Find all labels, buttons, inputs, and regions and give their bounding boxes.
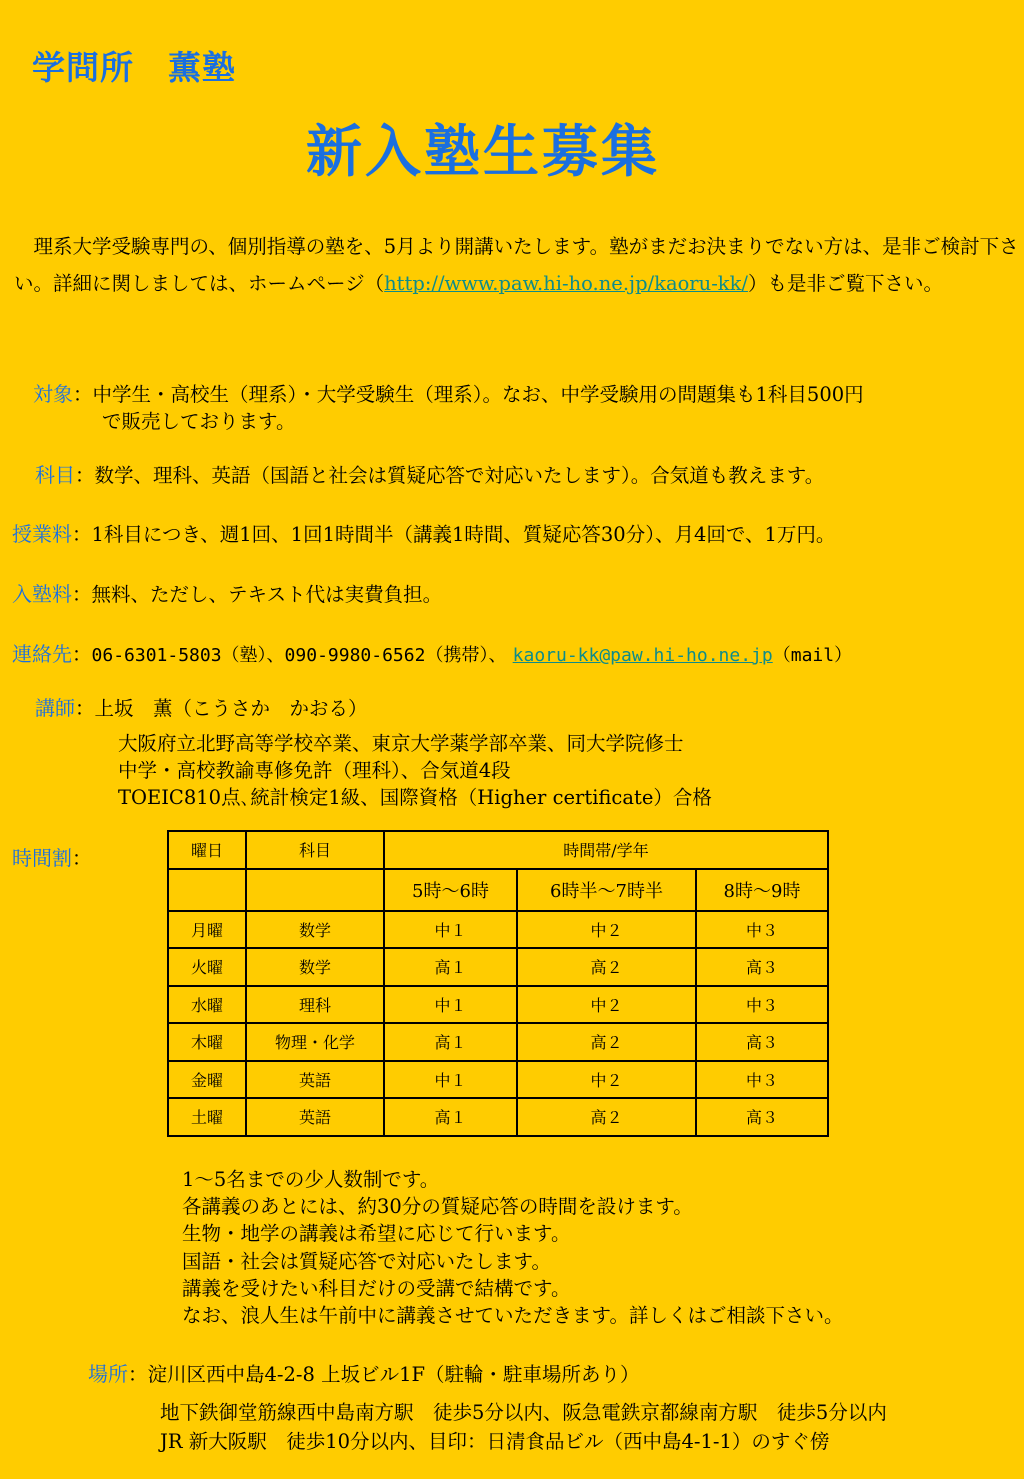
timetable-label: 時間割 bbox=[12, 846, 72, 870]
day-cell: 月曜 bbox=[168, 911, 246, 949]
grade-cell: 中２ bbox=[517, 911, 696, 949]
table-row bbox=[168, 1098, 828, 1136]
contact-email-link[interactable]: kaoru-kk@paw.hi-ho.ne.jp bbox=[512, 645, 773, 666]
entrance-fee-section: 入塾料：無料、ただし、テキスト代は実費負担。 bbox=[12, 582, 443, 606]
grade-cell: 中１ bbox=[384, 911, 517, 949]
day-cell: 土曜 bbox=[168, 1098, 246, 1136]
contact-label: 連絡先 bbox=[12, 642, 72, 666]
location-access bbox=[160, 1398, 887, 1456]
note-item: 各講義のあとには、約30分の質疑応答の時間を設けます。 bbox=[182, 1195, 693, 1219]
school-name: 学問所 薫塾 bbox=[32, 48, 236, 87]
table-row bbox=[168, 986, 828, 1024]
table-row bbox=[168, 948, 828, 986]
location-label: 場所 bbox=[88, 1362, 128, 1386]
note-item: 講義を受けたい科目だけの受講で結構です。 bbox=[182, 1276, 571, 1300]
notes-list bbox=[182, 1166, 843, 1329]
grade-cell: 中１ bbox=[384, 1061, 517, 1099]
target-label: 対象 bbox=[33, 382, 73, 406]
table-row bbox=[168, 1023, 828, 1061]
grade-cell: 高３ bbox=[696, 1098, 828, 1136]
note-item: なお、浪人生は午前中に講義させていただきます。詳しくはご相談下さい。 bbox=[182, 1304, 844, 1328]
credential-line: 大阪府立北野高等学校卒業、東京大学薬学部卒業、同大学院修士 bbox=[118, 732, 684, 755]
grade-cell: 中３ bbox=[696, 986, 828, 1024]
subjects-text: 数学、理科、英語（国語と社会は質疑応答で対応いたします）。合気道も教えます。 bbox=[94, 464, 825, 487]
credential-line: 中学・高校教諭専修免許（理科）、合気道4段 bbox=[118, 759, 511, 782]
target-text-line2: で販売しております。 bbox=[102, 410, 296, 433]
contact-mail-suffix: （mail） bbox=[772, 645, 853, 666]
grade-cell: 中１ bbox=[384, 986, 517, 1024]
grade-cell: 中２ bbox=[517, 1061, 696, 1099]
tuition-text: 1科目につき、週1回、1回1時間半（講義1時間、質疑応答30分）、月4回で、1万円。 bbox=[91, 523, 836, 546]
note-item: 生物・地学の講義は希望に応じて行います。 bbox=[182, 1222, 571, 1246]
table-row bbox=[168, 1061, 828, 1099]
contact-section: 連絡先：06-6301-5803（塾）、090-9980-6562（携帯）、 kaoru-kk@paw.hi-ho.ne.jp（mail） bbox=[12, 642, 853, 666]
subject-cell: 英語 bbox=[246, 1061, 384, 1099]
header-slots: 時間帯/学年 bbox=[384, 831, 828, 869]
target-text: 中学生・高校生（理系）・大学受験生（理系）。なお、中学受験用の問題集も1科目500円 bbox=[92, 383, 864, 406]
instructor-label: 講師 bbox=[35, 696, 75, 720]
credential-line: TOEIC810点､統計検定1級、国際資格（Higher certificate）合格 bbox=[118, 786, 712, 809]
note-item: 国語・社会は質疑応答で対応いたします。 bbox=[182, 1249, 551, 1273]
timetable bbox=[167, 830, 829, 1137]
table-header-row bbox=[168, 831, 828, 869]
instructor-credentials bbox=[118, 730, 712, 811]
subject-cell: 理科 bbox=[246, 986, 384, 1024]
homepage-link[interactable]: http://www.paw.hi-ho.ne.jp/kaoru-kk/ bbox=[384, 272, 748, 296]
subjects-section: 科目：数学、理科、英語（国語と社会は質疑応答で対応いたします）。合気道も教えます。 bbox=[35, 463, 825, 487]
day-cell: 金曜 bbox=[168, 1061, 246, 1099]
location-address: 淀川区西中島4-2-8 上坂ビル1F（駐輪・駐車場所あり） bbox=[147, 1363, 640, 1386]
target-section: 対象：中学生・高校生（理系）・大学受験生（理系）。なお、中学受験用の問題集も1科目500円 bbox=[33, 382, 864, 406]
page-title: 新入塾生募集 bbox=[306, 120, 660, 185]
intro-text-after: ）も是非ご覧下さい。 bbox=[747, 272, 943, 296]
grade-cell: 高２ bbox=[517, 1098, 696, 1136]
tuition-section: 授業料：1科目につき、週1回、1回1時間半（講義1時間、質疑応答30分）、月4回で、1万円。 bbox=[12, 522, 836, 546]
intro-text: 理系大学受験専門の、個別指導の塾を、5月より開講いたします。塾がまだお決まりでない方は、是非ご検討下さい。詳細に関しましては、ホームページ（ bbox=[14, 235, 1019, 296]
grade-cell: 高１ bbox=[384, 948, 517, 986]
empty-cell bbox=[246, 869, 384, 911]
contact-phones: 06-6301-5803（塾）、090-9980-6562（携帯）、 bbox=[91, 645, 507, 666]
timetable-section: 時間割： bbox=[12, 846, 92, 870]
grade-cell: 高２ bbox=[517, 948, 696, 986]
day-cell: 木曜 bbox=[168, 1023, 246, 1061]
intro-paragraph bbox=[14, 228, 1019, 302]
day-cell: 火曜 bbox=[168, 948, 246, 986]
access-line: JR 新大阪駅 徒歩10分以内、目印：日清食品ビル（西中島4-1-1）のすぐ傍 bbox=[160, 1430, 830, 1453]
entrance-fee-label: 入塾料 bbox=[12, 582, 72, 606]
grade-cell: 高１ bbox=[384, 1023, 517, 1061]
header-day: 曜日 bbox=[168, 831, 246, 869]
grade-cell: 高１ bbox=[384, 1098, 517, 1136]
slot-1: 5時～6時 bbox=[384, 869, 517, 911]
day-cell: 水曜 bbox=[168, 986, 246, 1024]
grade-cell: 中２ bbox=[517, 986, 696, 1024]
grade-cell: 高３ bbox=[696, 948, 828, 986]
table-row bbox=[168, 911, 828, 949]
instructor-section: 講師：上坂 薫（こうさか かおる） bbox=[35, 696, 368, 720]
slot-2: 6時半～7時半 bbox=[517, 869, 696, 911]
location-section: 場所：淀川区西中島4-2-8 上坂ビル1F（駐輪・駐車場所あり） bbox=[88, 1362, 640, 1386]
subject-cell: 英語 bbox=[246, 1098, 384, 1136]
grade-cell: 中３ bbox=[696, 911, 828, 949]
subject-cell: 数学 bbox=[246, 911, 384, 949]
note-item: 1～5名までの少人数制です。 bbox=[182, 1168, 440, 1191]
grade-cell: 高３ bbox=[696, 1023, 828, 1061]
instructor-name: 上坂 薫（こうさか かおる） bbox=[94, 697, 368, 720]
grade-cell: 高２ bbox=[517, 1023, 696, 1061]
subject-cell: 物理・化学 bbox=[246, 1023, 384, 1061]
empty-cell bbox=[168, 869, 246, 911]
slot-3: 8時～9時 bbox=[696, 869, 828, 911]
entrance-fee-text: 無料、ただし、テキスト代は実費負担。 bbox=[91, 583, 443, 606]
access-line: 地下鉄御堂筋線西中島南方駅 徒歩5分以内、阪急電鉄京都線南方駅 徒歩5分以内 bbox=[160, 1401, 887, 1424]
subjects-label: 科目 bbox=[35, 463, 75, 487]
tuition-label: 授業料 bbox=[12, 522, 72, 546]
table-slot-row bbox=[168, 869, 828, 911]
subject-cell: 数学 bbox=[246, 948, 384, 986]
grade-cell: 中３ bbox=[696, 1061, 828, 1099]
header-subject: 科目 bbox=[246, 831, 384, 869]
